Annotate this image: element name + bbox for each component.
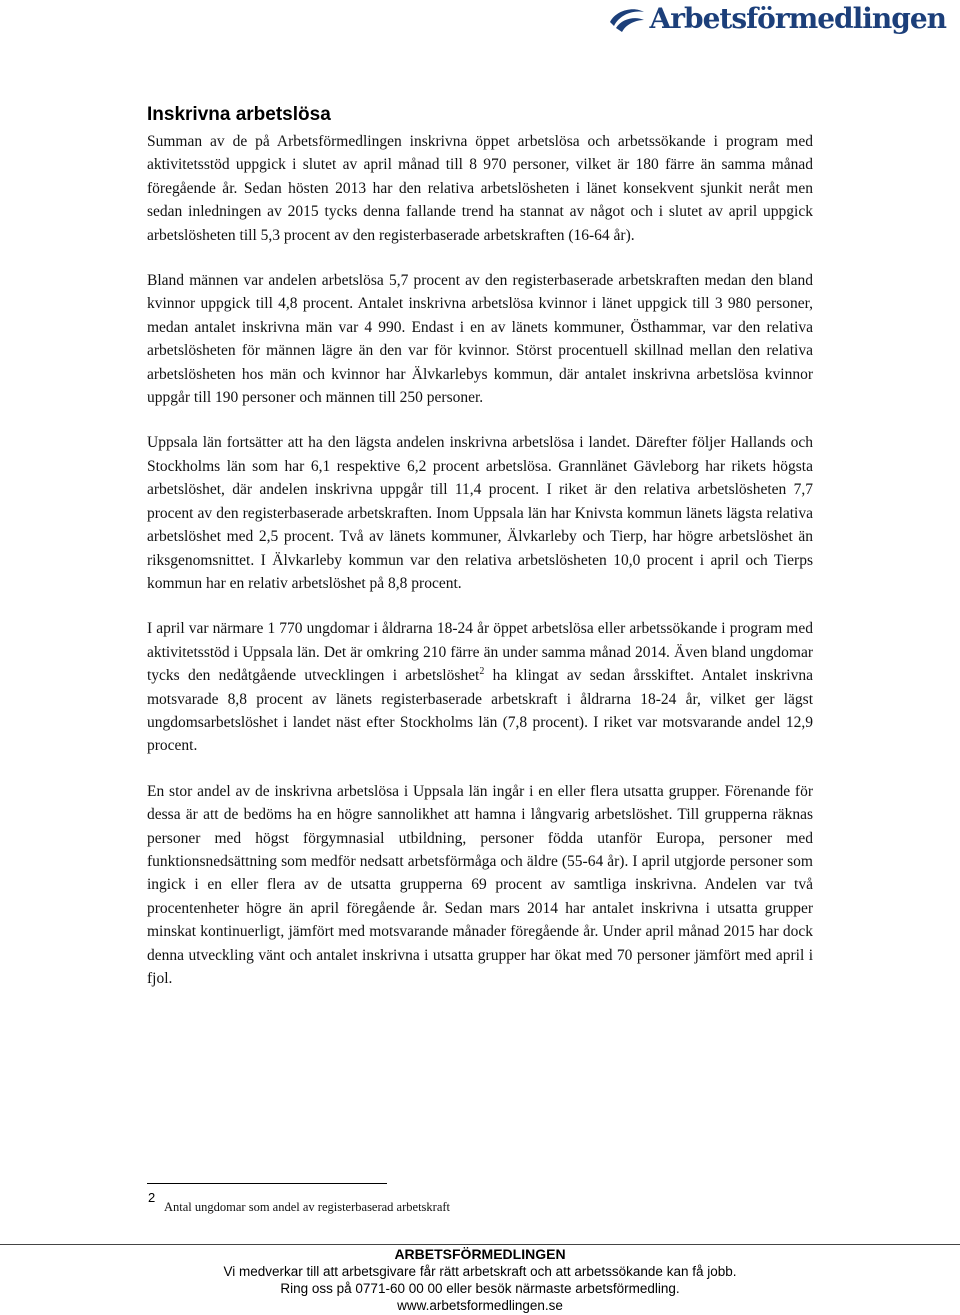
footer-divider <box>0 1244 960 1245</box>
footnote-text: Antal ungdomar som andel av registerbaserad arbetskraft <box>164 1200 451 1214</box>
paragraph: En stor andel av de inskrivna arbetslösa i Uppsala län ingår i en eller flera utsatta grupper. Förenande för dessa är att de bedöms ha en högre sannolikhet att hamna i långvarig arbetslöshet. Till grupperna räknas personer med högst förgymnasial utbildning, personer födda utanför Europa, personer med funktionsnedsättning som medför nedsatt arbetsförmåga och äldre (55-64 år). I april utgjorde personer som ingick i en eller flera av de utsatta grupperna 69 procent av samtliga inskrivna. Andelen var två procentenheter högre än april föregående år. Sedan mars 2014 har antalet inskrivna i utsatta grupper minskat kontinuerligt, jämfört med motsvarande månader föregående år. Under april månad 2015 har dock denna utveckling vänt och antalet inskrivna i utsatta grupper har ökat med 70 personer jämfört med april i fjol. <box>147 782 813 987</box>
footnote-reference: 2 <box>479 665 485 677</box>
logo-mark-icon <box>608 4 646 34</box>
paragraph: Bland männen var andelen arbetslösa 5,7 procent av den registerbaserade arbetskraften medan den bland kvinnor uppgick till 4,8 procent. Antalet inskrivna arbetslösa kvinnor i länet uppgick till 3 980 personer, medan antalet inskrivna män var 4 990. Endast i en av länets kommuner, Östhammar, var den relativa arbetslösheten för männen lägre än den var för kvinnor. Störst procentuell skillnad mellan den relativa arbetslösheten hos män och kvinnor har Älvkarlebys kommun, där antalet inskrivna arbetslösa kvinnor uppgår till 190 personer och männen till 250 personer. <box>147 272 813 407</box>
logo-text: Arbetsförmedlingen <box>649 2 946 35</box>
youth-paragraph <box>147 617 813 757</box>
page-footer <box>0 1246 960 1314</box>
footnote-divider <box>147 1183 387 1184</box>
paragraph: Summan av de på Arbetsförmedlingen inskrivna öppet arbetslösa och arbetssökande i program med aktivitetsstöd uppgick i slutet av april månad till 8 970 personer, vilket är 180 färre än samma månad föregående år. Sedan hösten 2013 har den relativa arbetslösheten i länet konsekvent sjunkit neråt men sedan inledningen av 2015 tycks denna fallande trend ha stannat av något och i slutet av april uppgick arbetslösheten till 5,3 procent av den registerbaserade arbetskraften (16-64 år). <box>147 133 813 244</box>
footnote-number: 2 <box>148 1190 156 1205</box>
paragraph: Uppsala län fortsätter att ha den lägsta andelen inskrivna arbetslösa i landet. Därefter följer Hallands och Stockholms län som har 6,1 respektive 6,2 procent arbetslösa. Grannlänet Gävleborg har rikets högsta arbetslöshet, där andelen inskrivna uppgår till 11,4 procent. I riket är den relativa arbetslösheten 7,7 procent av den registerbaserade arbetskraften. Inom Uppsala län har Knivsta kommun länets lägsta relativa arbetslöshet med 2,5 procent. Två av länets kommuner, Älvkarleby och Tierp, har högre arbetslöshet än riksgenomsnittet. I Älvkarleby kommun var den relativa arbetslösheten 10,0 procent i april och Tierps kommun har en relativ arbetslöshet på 8,8 procent. <box>147 434 813 592</box>
footer-website-link[interactable]: www.arbetsformedlingen.se <box>397 1298 563 1313</box>
footer-org-name: ARBETSFÖRMEDLINGEN <box>394 1246 566 1262</box>
paragraph-text: I april var närmare 1 770 ungdomar i åldrarna 18-24 år öppet arbetslösa eller arbetssökande i program med aktivitetsstöd i Uppsala län. Det är omkring 210 färre än under samma månad 2014. Även bland ungdomar tycks den nedåtgående utvecklingen i arbetslöshet <box>147 620 813 685</box>
main-content <box>147 104 813 1012</box>
paragraph-text: ha klingat av sedan årsskiftet. Antalet inskrivna motsvarade 8,8 procent av länets registerbaserade arbetskraft i åldrarna 18-24 år, vilket ger lägst ungdomsarbetslöshet i landet näst efter Stockholms län (7,8 procent). I riket var motsvarande andel 12,9 procent. <box>147 667 813 755</box>
footer-contact: Ring oss på 0771-60 00 00 eller besök närmaste arbetsförmedling. <box>280 1281 680 1296</box>
arbetsformedlingen-logo <box>608 4 946 34</box>
section-title: Inskrivna arbetslösa <box>147 104 331 125</box>
footer-tagline: Vi medverkar till att arbetsgivare får rätt arbetskraft och att arbetssökande kan få jobb. <box>223 1264 737 1279</box>
